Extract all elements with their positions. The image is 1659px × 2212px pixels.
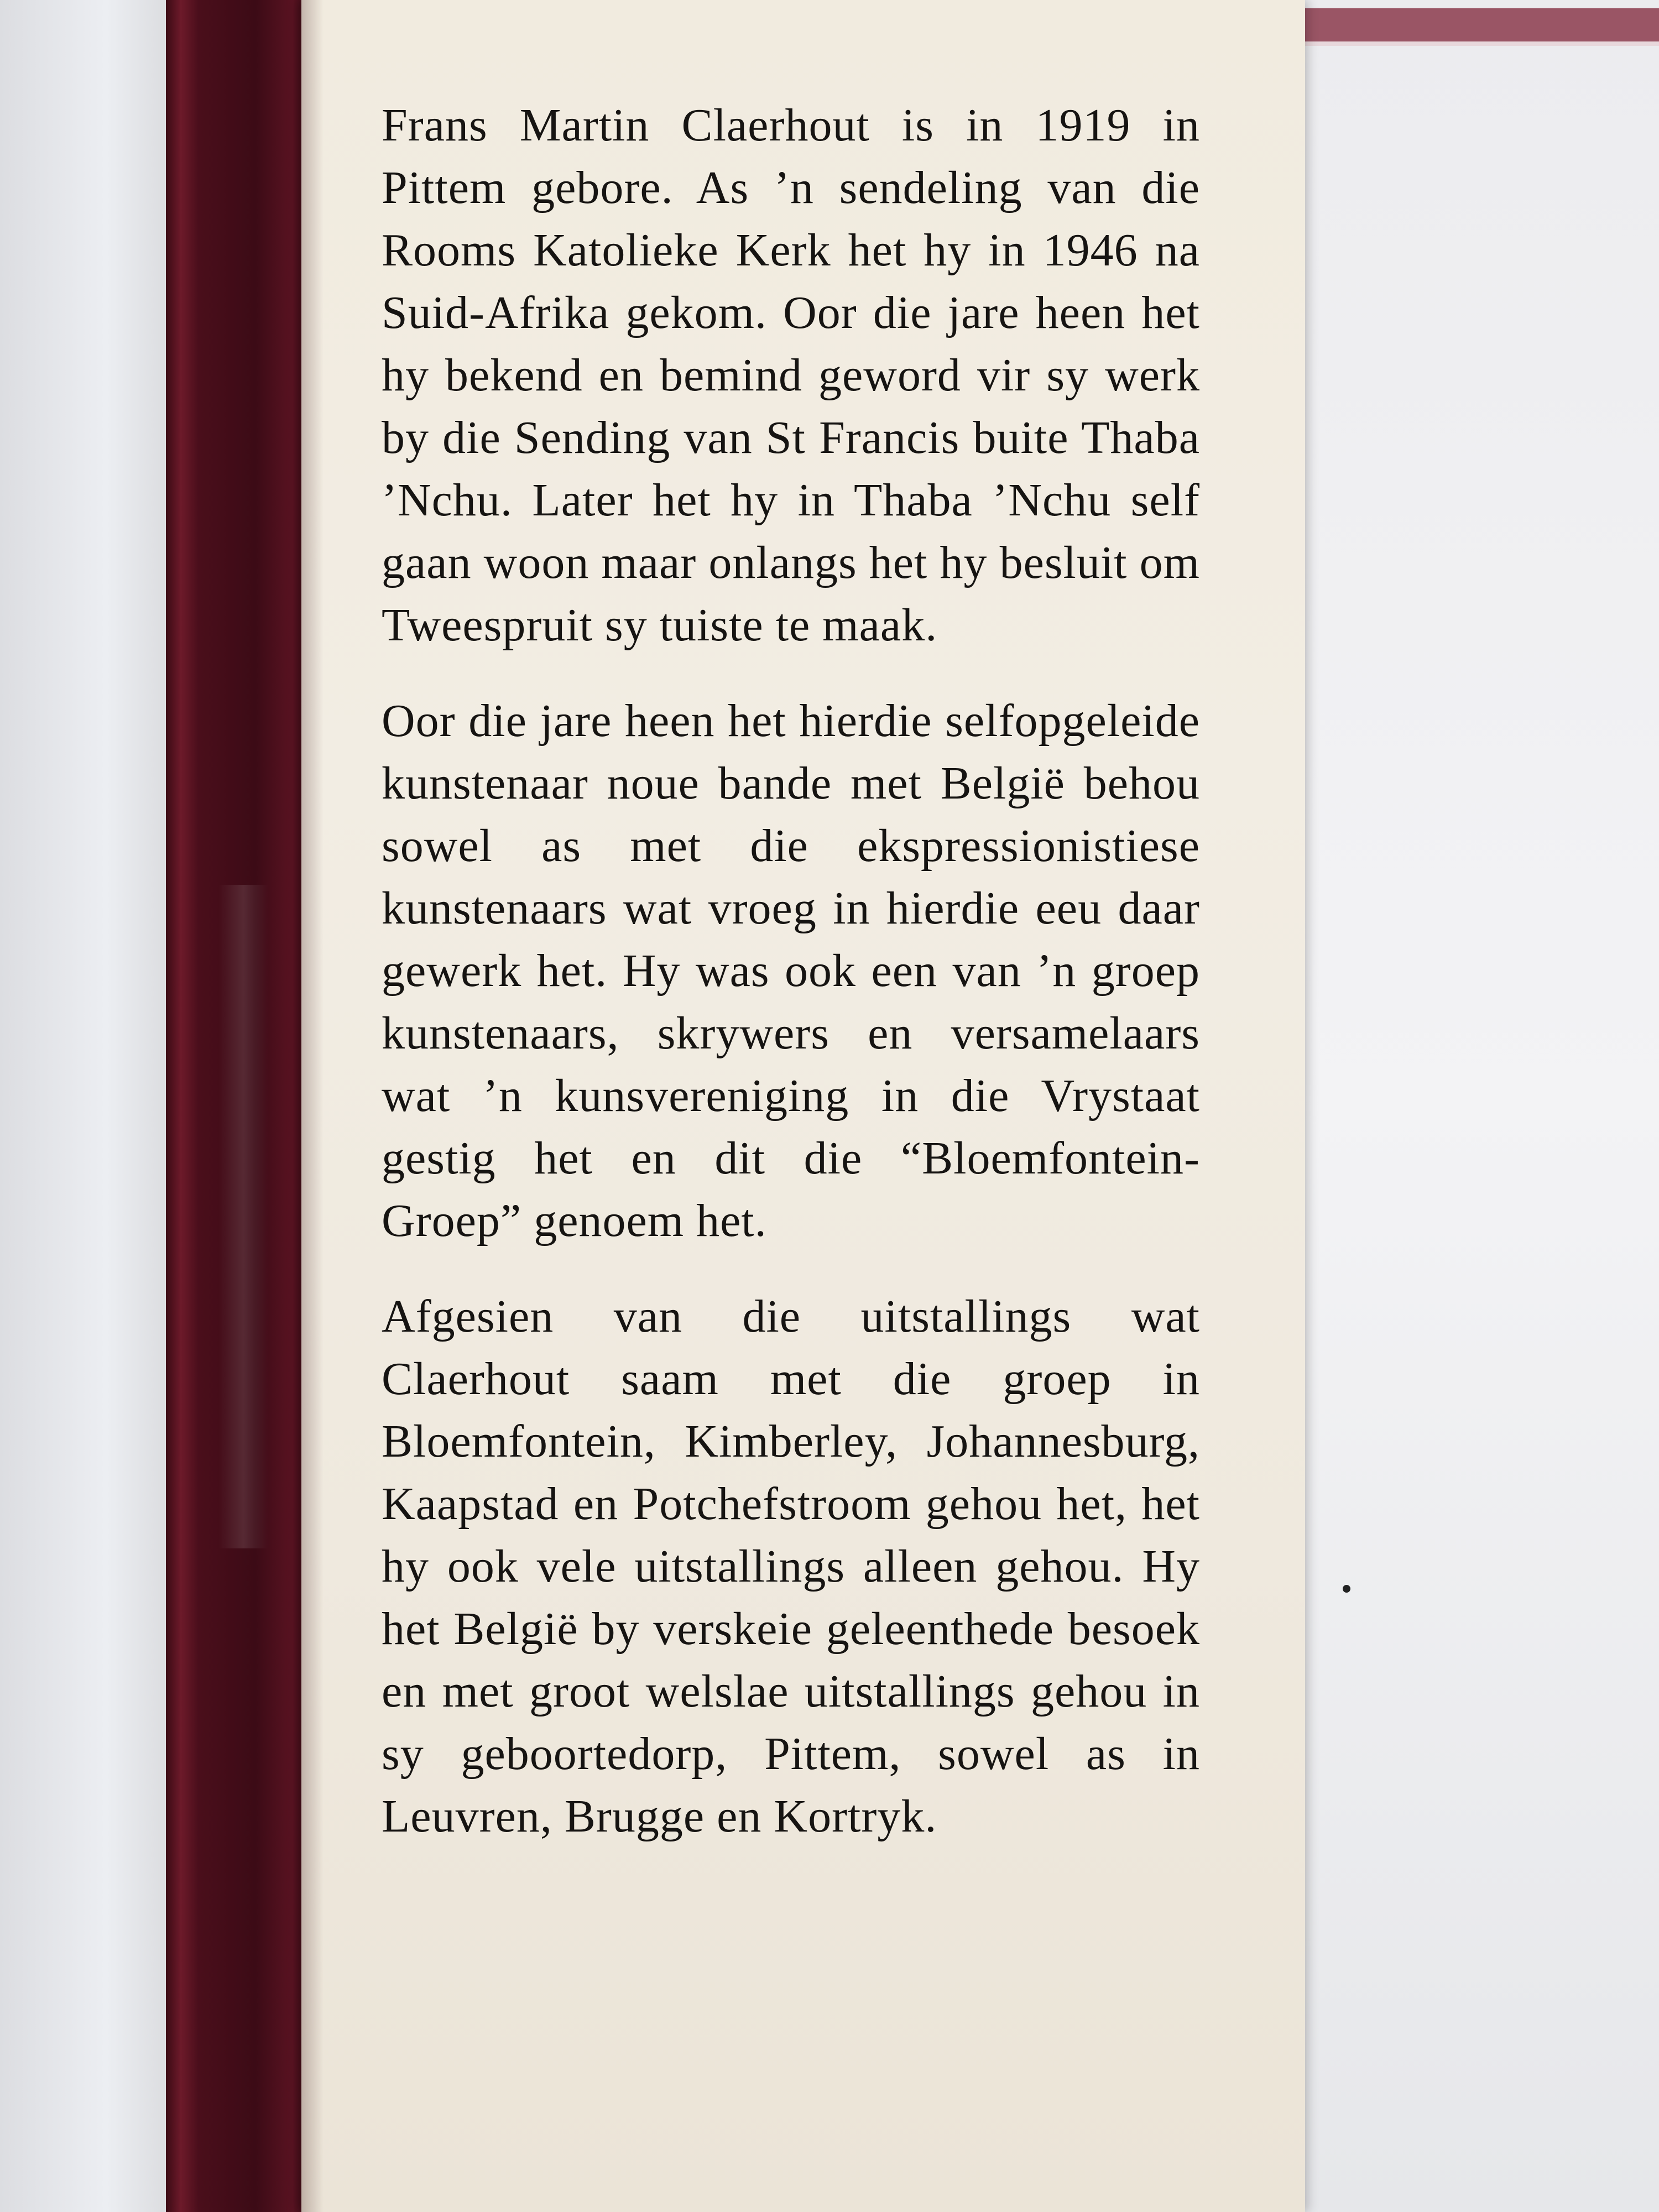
paragraph-biography: Frans Martin Claerhout is in 1919 in Pittem gebore. As ’n sendeling van die Rooms Katolieke Kerk het hy in 1946 na Suid-Afrika gekom. Oor die jare heen het hy bekend en bemind geword vir sy werk by die Sending van St Francis buite Thaba ’Nchu. Later het hy in Thaba ’Nchu self gaan woon maar onlangs het hy besluit om Tweespruit sy tuiste te maak. [382, 100, 1200, 651]
paragraph-belgium-ties: Oor die jare heen het hierdie selfopgeleide kunstenaar noue bande met België behou sowel as met die ekspressionistiese kunstenaars wat vroeg in hierdie eeu daar gewerk het. Hy was ook een van ’n groep kunstenaars, skrywers en versamelaars wat ’n kunsvereniging in die Vrystaat gestig het en dit die “Bloemfontein-Groep” genoem het. [382, 695, 1200, 1246]
paragraph-exhibitions: Afgesien van die uitstallings wat Claerhout saam met die groep in Bloemfontein, Kimberley, Johannesburg, Kaapstad en Potchefstroom gehou het, het hy ook vele uitstallings alleen gehou. Hy het België by verskeie geleenthede besoek en met groot welslae uitstallings gehou in sy geboortedorp, Pittem, sowel as in Leuvren, Brugge en Kortryk. [382, 1291, 1200, 1842]
page-border-stripe [1305, 8, 1659, 41]
background-left-page [0, 0, 177, 2212]
dust-speck [1343, 1585, 1350, 1593]
flap-edge-shadow [301, 0, 324, 2212]
flap-text-block [382, 94, 1200, 1881]
spine-glare [218, 885, 268, 1548]
background-right-page [1288, 0, 1659, 2212]
page-border-inner-line [1305, 41, 1659, 46]
